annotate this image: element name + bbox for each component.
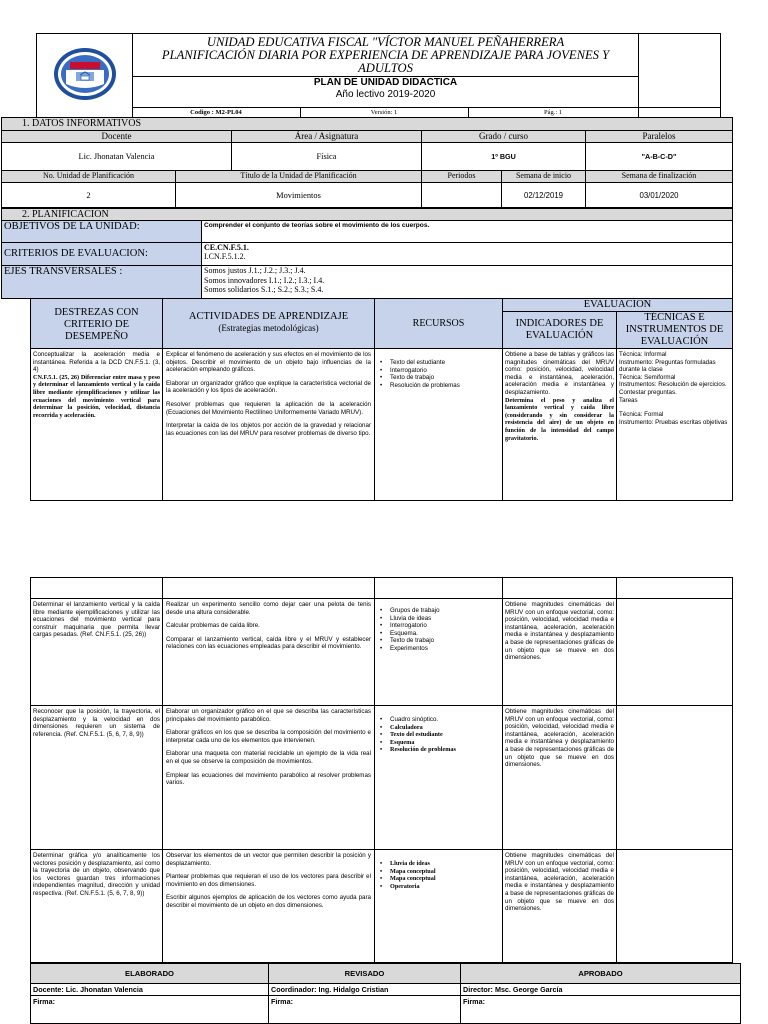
school-year: Año lectivo 2019-2020 [335, 89, 436, 100]
row1-actividades [163, 349, 375, 501]
list-item: • Operatoria [379, 883, 498, 891]
section-2-title: 2. PLANIFICACION [2, 209, 733, 221]
list-item: • Mapa conceptual [379, 875, 498, 883]
docente-value: Lic. Jhonatan Valencia [2, 143, 232, 171]
indicador-tablas: Obtiene a base de tablas y gráficos las magnitudes cinemáticas del MRUV como: posición, velocidad, velocidad media e instantánea, aceleración, aceleración media e instantánea y desplazamiento. [505, 351, 614, 396]
eje-justos: Somos justos J.1.; J.2.; J.3.; J.4. [204, 266, 306, 275]
destreza-aceleracion: Conceptualizar la aceleración media e instantánea. Referida a la DCD CN.F.5.1. (3, 4) [33, 351, 160, 374]
aprobado-header: APROBADO [461, 964, 741, 984]
indicadores-header: INDICADORES DE EVALUACIÓN [503, 312, 617, 349]
actividad-calcular: Calcular problemas de caída libre. [166, 622, 260, 630]
list-item: • Texto de trabajo [379, 637, 498, 645]
school-crest-logo [52, 46, 118, 102]
section-1-title: 1. DATOS INFORMATIVOS [2, 118, 733, 131]
list-item: • Experimentos [379, 645, 498, 653]
list-item: • Texto del estudiante [379, 359, 498, 367]
criterios-value [202, 243, 733, 266]
actividades-subtitle: (Estrategias metodológicas) [218, 323, 319, 333]
eje-innovadores: Somos innovadores I.1.; I.2.; I.3.; I.4. [204, 275, 325, 285]
actividad-graficos: Elaborar gráficos en los que se describa la composición del movimiento e interpretar cada uno de los elementos que intervienen. [166, 729, 371, 744]
list-item: • Texto del estudiante [379, 731, 498, 739]
inicio-value: 02/12/2019 [502, 183, 586, 208]
list-item: • Interrogatorio [379, 622, 498, 630]
eje-solidarios: Somos solidarios S.1.; S.2.; S.3.; S.4. [204, 285, 324, 294]
row2-recursos [375, 599, 503, 706]
actividad-4: Interpretar la caída de los objetos por acción de la gravedad y relacionar las ecuaciones con las del MRUV para resolver problemas de diverso tipo. [166, 422, 371, 437]
planning-continued-table [30, 577, 733, 963]
tareas: Tareas [619, 396, 638, 404]
tecnicas-header: TÉCNICAS E INSTRUMENTOS DE EVALUACIÓN [617, 312, 733, 349]
planning-main-table [30, 298, 733, 501]
indicador-magnitudes: Obtiene magnitudes cinemáticas del MRUV con un enfoque vectorial, como: posición, velocidad, velocidad media e instantánea, aceleración, aceleración media e instantánea y desplazamiento a base de representaciones gráficas de un objeto que se mueve en dos dimensiones. [505, 601, 614, 662]
list-item: • Grupos de trabajo [379, 607, 498, 615]
list-item: • Mapa conceptual [379, 868, 498, 876]
periodos-header: Periodos [422, 171, 502, 183]
actividad-comparar: Comparar el lanzamiento vertical, caída libre y el MRUV y establecer relaciones con las ecuaciones empleadas para describir el movimiento. [166, 635, 371, 651]
list-item: • Esquema. [379, 630, 498, 638]
titulo-header: Título de la Unidad de Planificación [176, 171, 422, 183]
doc-page: Pág.: 1 [468, 108, 638, 118]
periodos-value [422, 183, 502, 208]
actividad-experimento: Realizar un experimento sencillo como dejar caer una pelota de tenis desde una altura considerable. [166, 601, 371, 616]
docente-signer: Docente: Lic. Jhonatan Valencia [31, 984, 269, 996]
objetivos-value: Comprender el conjunto de teorías sobre el movimiento de los cuerpos. [202, 221, 733, 243]
firma-docente: Firma: [31, 996, 269, 1024]
list-item: • Resolución de problemas [379, 746, 498, 754]
fin-value: 03/01/2020 [586, 183, 733, 208]
area-header: Área / Asignatura [232, 131, 422, 143]
tecnica-informal: Técnica: Informal [619, 351, 667, 358]
recursos-list [379, 716, 498, 754]
criterio-1: CE.CN.F.5.1. [204, 243, 249, 252]
row1-recursos [375, 349, 503, 501]
inicio-header: Semana de inicio [502, 171, 586, 183]
revisado-header: REVISADO [269, 964, 461, 984]
indicador-magnitudes: Obtiene magnitudes cinemáticas del MRUV con un enfoque vectorial, como: posición, velocidad, velocidad media e instantánea, aceleración, aceleración media e instantánea y desplazamiento a base de representaciones gráficas de un objeto que se mueve en dos dimensiones. [505, 852, 614, 913]
list-item: • Calculadora [379, 724, 498, 732]
row1-tecnicas [617, 349, 733, 501]
unidad-header: No. Unidad de Planificación [2, 171, 176, 183]
actividad-escribir: Escribir algunos ejemplos de aplicación de los vectores como ayuda para describir el movimiento de un objeto en dos dimensiones. [166, 894, 371, 909]
row3-indicadores [503, 706, 617, 850]
tecnica-formal: Técnica: Formal [619, 411, 664, 419]
instrumento-preguntas: Instrumento: Preguntas formuladas durante la clase [619, 358, 716, 374]
recursos-header: RECURSOS [375, 299, 503, 349]
doc-version: Versión: 1 [300, 108, 468, 118]
row2-indicadores [503, 599, 617, 706]
ejes-label: EJES TRANSVERSALES : [2, 266, 202, 299]
grado-header: Grado / curso [422, 131, 586, 143]
destrezas-header: DESTREZAS CON CRITERIO DE DESEMPEÑO [31, 299, 163, 349]
recursos-list [379, 607, 498, 653]
actividad-plantear: Plantear problemas que requieran el uso de los vectores para describir el movimiento en dos dimensiones. [166, 873, 371, 888]
destreza-vectores: Determinar gráfica y/o analíticamente los vectores posición y desplazamiento, así como la trayectoria de un objeto, observando que los vectores guardan tres informaciones independientes magnitud, dirección y unidad respectiva. (Ref. CN.F.5.1. (5, 6, 7, 8, 9)) [33, 852, 160, 897]
destreza-posicion: Reconocer que la posición, la trayectoria, el desplazamiento y la velocidad en dos dimensiones requieren un sistema de referencia. (Ref. CN.F.5.1. (5, 6, 7, 8, 9)) [33, 708, 160, 738]
director-signer: Director: Msc. George García [461, 984, 741, 996]
indicador-magnitudes: Obtiene magnitudes cinemáticas del MRUV con un enfoque vectorial, como: posición, velocidad, velocidad media e instantánea, aceleración, aceleración media e instantánea y desplazamiento a base de representaciones gráficas de un objeto que se mueve en dos dimensiones. [505, 708, 614, 769]
doc-code: Codigo : M2-PL04 [132, 108, 300, 118]
row2-actividades [163, 599, 375, 706]
list-item: • Resolución de problemas [379, 382, 498, 390]
destreza-lanzamiento: Determinar el lanzamiento vertical y la caída libre mediante ejemplificaciones y utilizar las ecuaciones del movimiento vertical para construir maquinaria que permita llevar cargas pesadas. (Ref. CN.F.5.1. (25, 26)) [33, 601, 160, 639]
firma-director: Firma: [461, 996, 741, 1024]
paralelos-header: Paralelos [586, 131, 733, 143]
contestar-preguntas: Contestar preguntas. [619, 388, 677, 396]
planificacion-table [1, 208, 733, 299]
row1-destreza [31, 349, 163, 501]
actividades-title: ACTIVIDADES DE APRENDIZAJE [188, 311, 349, 322]
unit-plan-title: PLAN DE UNIDAD DIDACTICA [133, 76, 638, 89]
indicador-peso: Determina el peso y analiza el lanzamiento vertical y caída libre (considerando y sin considerar la resistencia del aire) de un objeto en función de la intensidad del campo gravitatorio. [505, 396, 614, 442]
row4-actividades [163, 850, 375, 963]
datos-informativos-table [1, 117, 733, 208]
list-item: • Lluvia de ideas [379, 860, 498, 868]
docente-header: Docente [2, 131, 232, 143]
actividad-2: Elaborar un organizador gráfico que explique la característica vectorial de la aceleración y los tipos de aceleración. [166, 379, 371, 395]
grado-value: 1º BGU [422, 143, 586, 171]
list-item: • Cuadro sinóptico. [379, 716, 498, 724]
actividad-ecuaciones: Emplear las ecuaciones del movimiento parabólico al resolver problemas varios. [166, 771, 371, 787]
area-value: Física [232, 143, 422, 171]
criterios-label: CRITERIOS DE EVALUACION: [2, 243, 202, 266]
list-item: • Esquema [379, 739, 498, 747]
recursos-list [379, 860, 498, 890]
objetivos-label: OBJETIVOS DE LA UNIDAD: [2, 221, 202, 243]
instrumento-ejercicios: Instrumentos: Resolución de ejercicios. [619, 381, 727, 389]
firma-coordinador: Firma: [269, 996, 461, 1024]
list-item: • Interrogatorio [379, 367, 498, 375]
actividad-3: Resolver problemas que requieren la aplicación de la aceleración (Ecuaciones del Movimiento Rectilíneo Uniformemente Variado MRUV). [166, 400, 371, 416]
signature-table [30, 963, 741, 1024]
list-item: • Lluvia de ideas [379, 615, 498, 623]
criterio-2: I.CN.F.5.1.2. [204, 252, 246, 261]
actividad-organizador: Elaborar un organizador gráfico en el que se describa las características principales del movimiento parabólico. [166, 708, 371, 723]
instrumento-pruebas: Instrumento: Pruebas escritas objetivas [619, 418, 728, 426]
row3-destreza [31, 706, 163, 850]
row2-destreza [31, 599, 163, 706]
actividad-1: Explicar el fenómeno de aceleración y sus efectos en el movimiento de los objetos. Describir el movimiento de un objeto bajo influencias de la aceleración empleando gráficos. [166, 351, 371, 374]
coordinador-signer: Coordinador: Ing. Hidalgo Cristian [269, 984, 461, 996]
destreza-caida-libre: CN.F.5.1. (25, 26) Diferenciar entre masa y peso y determinar el lanzamiento vertical y la caída libre mediante ejemplificaciones y utilizar las ecuaciones del movimiento vertical para determinar la posición, velocidad, distancia recorrida y aceleración. [33, 373, 160, 419]
actividad-observar: Observar los elementos de un vector que permiten describir la posición y desplazamiento. [166, 852, 371, 867]
row4-indicadores [503, 850, 617, 963]
evaluacion-header: EVALUACION [503, 299, 733, 312]
fin-header: Semana de finalización [586, 171, 733, 183]
row4-destreza [31, 850, 163, 963]
actividades-header [163, 299, 375, 349]
row3-recursos [375, 706, 503, 850]
list-item: • Texto de trabajo [379, 374, 498, 382]
tecnica-semiformal: Técnica: Semiformal [619, 373, 676, 381]
unidad-value: 2 [2, 183, 176, 208]
row1-indicadores [503, 349, 617, 501]
row4-recursos [375, 850, 503, 963]
elaborado-header: ELABORADO [31, 964, 269, 984]
recursos-list [379, 359, 498, 389]
plan-title: PLANIFICACIÓN DIARIA POR EXPERIENCIA DE APRENDIZAJE PARA JOVENES Y ADULTOS [161, 48, 610, 75]
actividad-maqueta: Elaborar una maqueta con material reciclable un ejemplo de la vida real en el que se observe la composición de movimientos. [166, 750, 371, 765]
school-name: UNIDAD EDUCATIVA FISCAL "VÍCTOR MANUEL PEÑAHERRERA [206, 35, 565, 49]
row3-actividades [163, 706, 375, 850]
titulo-value: Movimientos [176, 183, 422, 208]
ejes-value [202, 266, 733, 299]
paralelos-value: "A-B-C-D" [586, 143, 733, 171]
